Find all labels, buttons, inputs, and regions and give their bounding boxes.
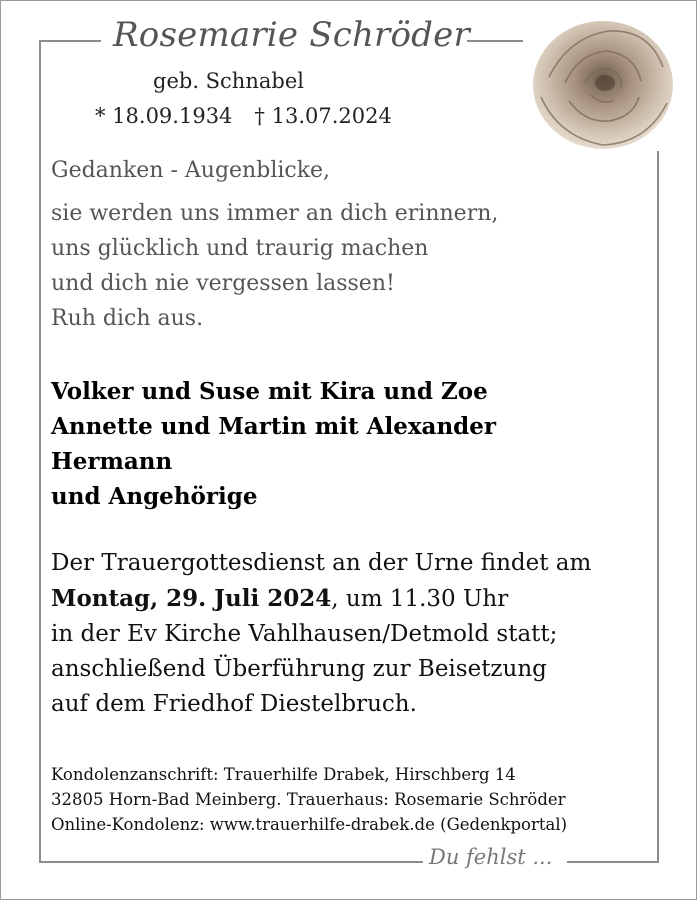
service-line: anschließend Überführung zur Beisetzung	[51, 656, 547, 682]
frame-top-right-line	[467, 40, 523, 42]
poem-line: Ruh dich aus.	[51, 306, 204, 331]
poem-first-line: Gedanken - Augenblicke,	[51, 158, 331, 183]
mourner-line: und Angehörige	[51, 483, 258, 510]
maiden-name: geb. Schnabel	[153, 69, 304, 93]
poem-line: sie werden uns immer an dich erinnern,	[51, 201, 499, 226]
contact-line: 32805 Horn-Bad Meinberg. Trauerhaus: Rosemarie Schröder	[51, 790, 566, 809]
deceased-name: Rosemarie Schröder	[113, 15, 470, 55]
service-time: , um 11.30 Uhr	[331, 586, 509, 612]
contact-line: Online-Kondolenz: www.trauerhilfe-drabek.de (Gedenkportal)	[51, 815, 568, 834]
poem-line: uns glücklich und traurig machen	[51, 236, 429, 261]
footer-phrase: Du fehlst ...	[429, 845, 553, 869]
service-line: in der Ev Kirche Vahlhausen/Detmold statt;	[51, 621, 558, 647]
contact-line: Kondolenzanschrift: Trauerhilfe Drabek, Hirschberg 14	[51, 765, 516, 784]
mourner-line: Hermann	[51, 448, 173, 475]
death-date: † 13.07.2024	[254, 104, 392, 128]
service-line: auf dem Friedhof Diestelbruch.	[51, 691, 417, 717]
poem-line: und dich nie vergessen lassen!	[51, 271, 395, 296]
frame-bottom-line	[39, 861, 423, 863]
mourner-line: Volker und Suse mit Kira und Zoe	[51, 378, 488, 405]
birth-date: * 18.09.1934	[95, 104, 233, 128]
service-date: Montag, 29. Juli 2024	[51, 585, 332, 612]
frame-top-left-line	[39, 40, 101, 42]
poem	[51, 153, 611, 336]
frame-bottom-right-line	[567, 861, 659, 863]
mourners-list	[51, 374, 651, 514]
frame-left-line	[39, 40, 41, 863]
service-line: Der Trauergottesdienst an der Urne findet am	[51, 550, 592, 576]
frame-right-line	[657, 151, 659, 863]
service-date-line	[51, 581, 651, 617]
rose-icon	[529, 17, 677, 153]
mourner-line: Annette und Martin mit Alexander	[51, 413, 497, 440]
service-info	[51, 546, 651, 722]
life-dates	[95, 104, 392, 128]
condolence-contact	[51, 762, 651, 837]
